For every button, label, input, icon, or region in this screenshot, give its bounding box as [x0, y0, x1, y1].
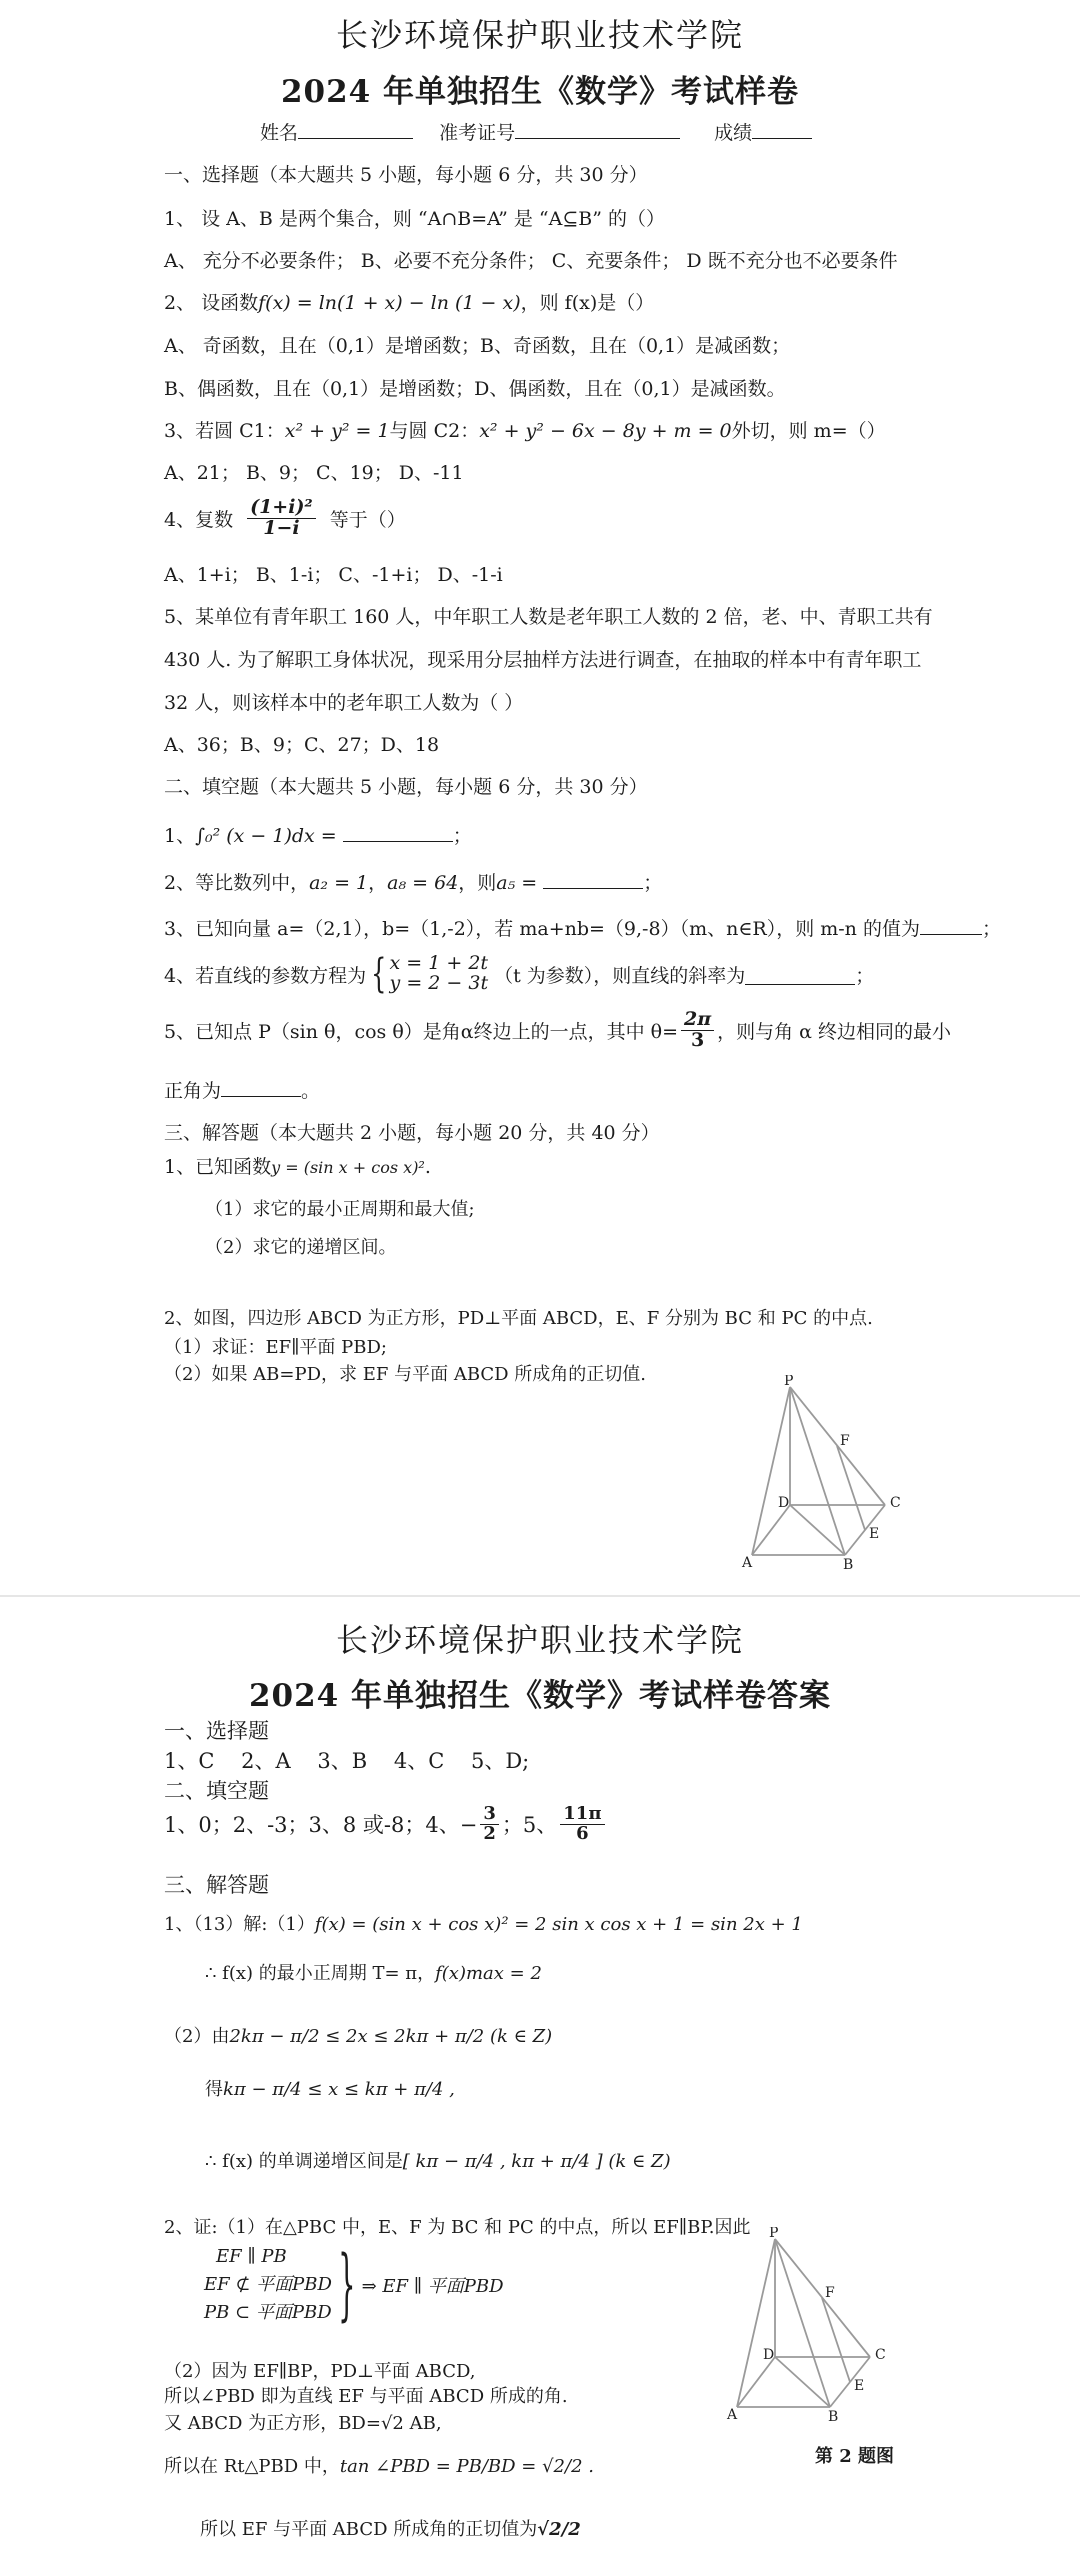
ans2-line2: （2）因为 EF∥BP，PD⊥平面 ABCD, — [164, 2361, 476, 2382]
f4-system — [390, 954, 489, 994]
f1-post: ； — [452, 825, 472, 847]
f4-eq1: x = 1 + 2t — [389, 952, 489, 975]
f2-a2: a₂ = 1 — [309, 872, 369, 894]
label-F: F — [840, 1433, 850, 1449]
sec3-header: 三、解答题（本大题共 2 小题，每小题 20 分，共 40 分） — [164, 1122, 660, 1144]
f5-l2-post: 。 — [301, 1080, 321, 1102]
f4-text — [164, 951, 875, 997]
score-blank — [752, 138, 812, 139]
ticket-blank — [515, 138, 680, 139]
q4-options: A、1+i； B、1-i； C、-1+i； D、-1-i — [164, 564, 503, 586]
label-C: C — [890, 1495, 901, 1511]
ans2-conditions — [204, 2243, 332, 2327]
ans-label-P: P — [769, 2227, 779, 2241]
ans2-l6-pre: 所以 EF 与平面 ABCD 所成角的正切值为 — [200, 2519, 538, 2540]
pyramid-figure — [740, 1375, 940, 1575]
ans2-final: √2/2 — [537, 2519, 581, 2540]
f4-post: ； — [855, 964, 875, 987]
q1-options: A、 充分不必要条件； B、必要不充分条件； C、充要条件； D 既不充分也不必要条件 — [164, 250, 898, 272]
f5-denominator: 3 — [690, 1028, 705, 1051]
q4-denominator: 1−i — [263, 516, 300, 539]
ans-sec2-mid: ；5、 — [501, 1813, 558, 1838]
f4-pre: 4、若直线的参数方程为 — [164, 964, 367, 987]
f5-line2 — [164, 1076, 320, 1103]
ans1-line3 — [164, 2022, 552, 2048]
f4-eq2: y = 2 − 3t — [389, 972, 489, 994]
sec1-header: 一、选择题（本大题共 5 小题，每小题 6 分，共 30 分） — [164, 164, 648, 186]
ans1-line5 — [205, 2147, 671, 2173]
f5-text — [164, 1010, 951, 1051]
q3-circle1: x² + y² = 1 — [284, 420, 390, 442]
f5-numerator: 2π — [681, 1010, 714, 1031]
ans2-cond1: EF ∥ PB — [216, 2246, 287, 2267]
q5-line1: 5、某单位有青年职工 160 人，中年职工人数是老年职工人数的 2 倍，老、中、青职工共有 — [164, 606, 933, 628]
ticket-label: 准考证号 — [439, 122, 516, 144]
ans-sec2-values — [164, 1805, 608, 1844]
q4-fraction — [247, 498, 316, 539]
f1-blank — [343, 841, 453, 842]
ans1-max: f(x)max = 2 — [435, 1963, 542, 1984]
q3-mid: 与圆 C2： — [389, 420, 480, 442]
q1-text: 1、 设 A、B 是两个集合，则 “A∩B=A” 是 “A⊆B” 的（） — [164, 208, 665, 230]
ans-frac-2-den: 6 — [576, 1822, 589, 1844]
ans1-line4 — [205, 2075, 455, 2101]
ans2-tan: tan ∠PBD = PB/BD = √2/2 . — [339, 2456, 594, 2477]
ans-frac-2 — [560, 1805, 604, 1844]
p2-part1: （1）求证：EF∥平面 PBD; — [164, 1337, 387, 1358]
f2-post: ； — [643, 872, 663, 894]
p1-function: y = (sin x + cos x)² — [271, 1158, 425, 1177]
answer-pyramid-figure — [725, 2227, 925, 2427]
ans-frac-1-den: 2 — [483, 1822, 496, 1844]
ans-label-F: F — [825, 2285, 835, 2301]
ans2-conclusion: ⇒ EF ∥ 平面PBD — [361, 2275, 504, 2297]
answer-page — [0, 1595, 1080, 2573]
q5-options: A、36；B、9；C、27；D、18 — [164, 734, 440, 756]
f1-integral: ∫₀² (x − 1)dx = — [195, 825, 337, 847]
ans-label-B: B — [828, 2409, 839, 2425]
ans2-line3: 所以∠PBD 即为直线 EF 与平面 ABCD 所成的角. — [164, 2386, 568, 2407]
q2-post: ，则 f(x)是（） — [520, 292, 655, 314]
ans2-line6 — [200, 2515, 581, 2541]
ans2-line1: 2、证:（1）在△PBC 中，E、F 为 BC 和 PC 的中点，所以 EF∥BP.因此 — [164, 2217, 751, 2238]
q3-post: 外切，则 m=（） — [731, 420, 886, 442]
q2-text — [164, 288, 654, 315]
f2-blank — [543, 888, 643, 889]
f5-blank — [221, 1096, 301, 1097]
ans2-l5-pre: 所以在 Rt△PBD 中， — [164, 2456, 340, 2477]
f5-post: ，则与角 α 终边相同的最小 — [717, 1020, 952, 1043]
ans2-cond3: PB ⊂ 平面PBD — [204, 2301, 332, 2323]
q3-circle2: x² + y² − 6x − 8y + m = 0 — [479, 420, 732, 442]
p1-pre: 1、已知函数 — [164, 1156, 272, 1178]
answer-school: 长沙环境保护职业技术学院 — [335, 1621, 744, 1659]
exam-title: 2024 年单独招生《数学》考试样卷 — [280, 74, 800, 110]
f5-fraction — [681, 1010, 714, 1051]
f5-pre: 5、已知点 P（sin θ，cos θ）是角α终边上的一点，其中 θ= — [164, 1020, 678, 1043]
ans-sec3: 三、解答题 — [164, 1873, 269, 1897]
f4-brace: { — [371, 951, 387, 997]
q2-pre: 2、 设函数 — [164, 292, 259, 314]
q3-pre: 3、若圆 C1： — [164, 420, 285, 442]
p2-part2: （2）如果 AB=PD，求 EF 与平面 ABCD 所成角的正切值. — [164, 1364, 647, 1385]
p1-part2: （2）求它的递增区间。 — [205, 1237, 397, 1258]
score-label: 成绩 — [714, 122, 753, 144]
ans1-period: ∴ f(x) 的最小正周期 T= π， — [205, 1963, 436, 1984]
ans1-l3-pre: （2）由 — [164, 2026, 230, 2047]
f3-text — [164, 914, 1001, 941]
ans2-line4: 又 ABCD 为正方形，BD=√2 AB, — [164, 2413, 442, 2434]
f2-text: 2、等比数列中，a₂ = 1，a₈ = 64，则a₅ = ； — [164, 872, 663, 894]
p1-post: . — [424, 1156, 431, 1178]
ans-frac-1 — [480, 1805, 499, 1844]
ans1-line1 — [164, 1910, 803, 1936]
ans1-interval: [ kπ − π/4 , kπ + π/4 ] (k ∈ Z) — [402, 2151, 671, 2172]
ans1-range: kπ − π/4 ≤ x ≤ kπ + π/4 , — [223, 2079, 455, 2100]
q4-pre: 4、复数 — [164, 508, 234, 531]
p1-part1: （1）求它的最小正周期和最大值; — [205, 1199, 475, 1220]
f3-body: 3、已知向量 a=（2,1），b=（1,-2），若 ma+nb=（9,-8）（m、n∈R），则 m-n 的值为 — [164, 918, 920, 940]
q4-numerator: (1+i)² — [247, 498, 316, 519]
f1-pre: 1、 — [164, 825, 196, 847]
f1-text — [164, 821, 472, 848]
label-B: B — [843, 1557, 854, 1573]
q4-text — [164, 498, 406, 539]
f3-post: ； — [981, 918, 1001, 940]
ans-label-D: D — [763, 2347, 775, 2363]
ans1-expansion: f(x) = (sin x + cos x)² = 2 sin x cos x + 1 = sin 2x + 1 — [314, 1914, 803, 1935]
f3-blank — [920, 934, 982, 935]
p1-text — [164, 1152, 431, 1179]
label-D: D — [778, 1495, 790, 1511]
label-E: E — [869, 1526, 880, 1542]
label-A: A — [742, 1555, 753, 1571]
f2-a5: a₅ = — [496, 872, 538, 894]
ans-sec1-values: 1、C 2、A 3、B 4、C 5、D; — [164, 1749, 530, 1773]
q5-line2: 430 人. 为了解职工身体状况，现采用分层抽样方法进行调查，在抽取的样本中有青年职工 — [164, 649, 922, 671]
ans-frac-2-num: 11π — [560, 1805, 604, 1825]
ans-label-E: E — [854, 2378, 865, 2394]
f2-pre: 2、等比数列中， — [164, 872, 310, 894]
exam-school: 长沙环境保护职业技术学院 — [335, 16, 744, 54]
f4-mid: （t 为参数），则直线的斜率为 — [494, 964, 746, 987]
ans1-line2 — [205, 1959, 542, 1985]
ans-label-C: C — [875, 2347, 886, 2363]
ans1-l5-pre: ∴ f(x) 的单调递增区间是 — [205, 2151, 403, 2172]
ans-sec1: 一、选择题 — [164, 1719, 269, 1743]
ans2-line5 — [164, 2452, 594, 2478]
sec2-header: 二、填空题（本大题共 5 小题，每小题 6 分，共 30 分） — [164, 776, 648, 798]
f2-a8: a₈ = 64 — [387, 872, 459, 894]
figure-caption: 第 2 题图 — [815, 2446, 895, 2467]
ans2-brace: } — [338, 2239, 356, 2330]
q3-text — [164, 416, 886, 443]
ans-sec2: 二、填空题 — [164, 1779, 269, 1803]
q2-options-1: A、 奇函数，且在（0,1）是增函数；B、奇函数，且在（0,1）是减函数； — [164, 335, 791, 357]
ans-frac-1-num: 3 — [480, 1805, 499, 1825]
ans2-cond2: EF ⊄ 平面PBD — [204, 2273, 332, 2295]
p2-text: 2、如图，四边形 ABCD 为正方形，PD⊥平面 ABCD，E、F 分别为 BC 和 PC 的中点. — [164, 1308, 873, 1329]
q3-options: A、21； B、9； C、19； D、-11 — [164, 462, 464, 484]
ans1-l4-pre: 得 — [205, 2079, 223, 2100]
f5-l2: 正角为 — [164, 1080, 222, 1102]
f2-mid: ，则 — [458, 872, 497, 894]
ans1-inequality: 2kπ − π/2 ≤ 2x ≤ 2kπ + π/2 (k ∈ Z) — [229, 2026, 553, 2047]
q5-line3: 32 人，则该样本中的老年职工人数为（ ） — [164, 692, 524, 714]
q4-post: 等于（） — [329, 508, 406, 531]
q2-math: f(x) = ln(1 + x) − ln (1 − x) — [258, 292, 521, 314]
f4-blank — [745, 964, 855, 985]
q2-options-2: B、偶函数，且在（0,1）是增函数；D、偶函数，且在（0,1）是减函数。 — [164, 378, 786, 400]
label-P: P — [784, 1375, 794, 1389]
ans1-pre: 1、（13）解:（1） — [164, 1914, 315, 1935]
ans2-proof-block — [204, 2239, 504, 2330]
exam-info-row — [260, 118, 812, 145]
ans-sec2-pre: 1、0；2、-3；3、8 或-8；4、− — [164, 1813, 478, 1838]
answer-title: 2024 年单独招生《数学》考试样卷答案 — [248, 1678, 832, 1714]
ans-label-A: A — [727, 2407, 738, 2423]
name-label: 姓名 — [260, 122, 299, 144]
name-blank — [298, 138, 413, 139]
